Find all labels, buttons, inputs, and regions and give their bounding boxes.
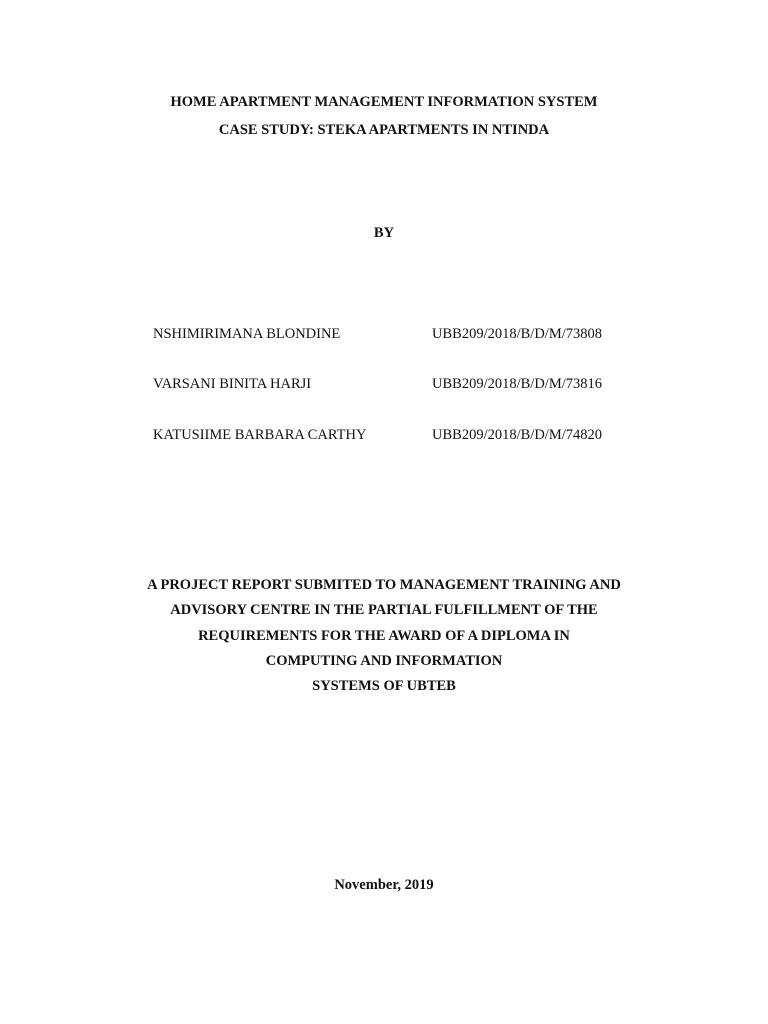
- statement-line: COMPUTING AND INFORMATION: [265, 653, 503, 669]
- member-name: NSHIMIRIMANA BLONDINE: [153, 326, 341, 342]
- member-name: KATUSIIME BARBARA CARTHY: [153, 427, 367, 443]
- member-reg-no: UBB209/2018/B/D/M/73808: [432, 326, 602, 342]
- member-row: [0, 426, 768, 444]
- member-reg-no: UBB209/2018/B/D/M/73816: [432, 376, 602, 392]
- member-row: [0, 375, 768, 393]
- by-label: BY: [373, 225, 395, 241]
- member-name: VARSANI BINITA HARJI: [153, 376, 312, 392]
- statement-line: A PROJECT REPORT SUBMITED TO MANAGEMENT TRAINING AND: [147, 577, 621, 593]
- case-study-subtitle: CASE STUDY: STEKA APARTMENTS IN NTINDA: [218, 122, 550, 138]
- statement-line: SYSTEMS OF UBTEB: [312, 678, 456, 694]
- document-title: HOME APARTMENT MANAGEMENT INFORMATION SYSTEM: [170, 94, 598, 110]
- member-row: [0, 325, 768, 343]
- member-reg-no: UBB209/2018/B/D/M/74820: [432, 427, 602, 443]
- statement-line: REQUIREMENTS FOR THE AWARD OF A DIPLOMA IN: [198, 628, 570, 644]
- submission-date: November, 2019: [334, 877, 434, 893]
- statement-line: ADVISORY CENTRE IN THE PARTIAL FULFILLMENT OF THE: [170, 602, 598, 618]
